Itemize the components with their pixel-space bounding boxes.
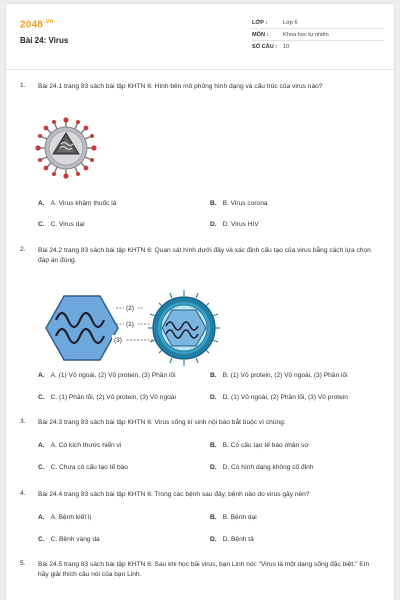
option-letter: D. [210,536,217,543]
question-4 [20,490,384,550]
option-text: C. (1) Phần lõi, (2) Vỏ protein, (3) Vỏ ngoài [50,394,176,401]
meta-row-count [252,41,384,53]
option-letter: A. [38,200,45,207]
option-c[interactable] [38,464,128,471]
question-number: 1. [20,82,26,89]
option-letter: C. [38,394,45,401]
meta-label: SỐ CÂU : [252,44,278,50]
option-d[interactable] [210,536,254,543]
option-text: B. Có cấu tạo tế bào nhân sơ [222,442,309,449]
option-letter: B. [210,200,217,207]
option-letter: C. [38,221,45,228]
option-text: D. Bệnh tả [222,536,254,543]
option-b[interactable] [210,514,257,521]
option-d[interactable] [210,221,259,228]
option-letter: B. [210,514,217,521]
option-letter: D. [210,394,217,401]
option-text: B. Bệnh dại [222,514,257,521]
option-a[interactable] [38,200,116,207]
option-letter: C. [38,536,45,543]
question-number: 3. [20,418,26,425]
question-number: 5. [20,560,26,567]
option-text: A. Có kích thước hiển vi [50,442,122,449]
option-b[interactable] [210,372,348,379]
option-c[interactable] [38,221,85,228]
option-c[interactable] [38,394,176,401]
option-text: B. (1) Vỏ protein, (2) Vỏ ngoài, (3) Phần lõi [222,372,348,379]
option-c[interactable] [38,536,100,543]
site-logo[interactable] [20,19,53,30]
option-letter: D. [210,464,217,471]
option-letter: C. [38,464,45,471]
option-letter: B. [210,442,217,449]
figure-label-2: (2) [126,305,134,312]
option-text: D. Có hình dạng không cố định [222,464,314,471]
option-a[interactable] [38,514,91,521]
question-number: 2. [20,246,26,253]
question-text: Bài 24.4 trang 83 sách bài tập KHTN 6: Trong các bệnh sau đây, bệnh nào do virus gây nên? [38,491,310,498]
option-text: B. Virus corona [222,200,268,207]
option-text: C. Bệnh vàng da [50,536,100,543]
option-text: D. Virus HIV [222,221,259,228]
worksheet-page [6,4,394,600]
header-divider [6,69,394,70]
option-a[interactable] [38,442,121,449]
option-text: D. (1) Vỏ ngoài, (2) Phần lõi, (3) Vỏ protein [222,394,348,401]
meta-row-subject [252,29,384,41]
option-b[interactable] [210,200,268,207]
question-text: Bài 24.1 trang 83 sách bài tập KHTN 6: Hình bên mô phỏng hình dạng và cấu trúc của virus nào? [38,83,323,90]
virus-structure-diagram [42,288,222,368]
question-text: Bài 24.2 trang 83 sách bài tập KHTN 6: Quan sát hình dưới đây và xác định cấu tạo của virus bằng cách lựa chọn đáp án đúng. [38,247,371,264]
question-3 [20,418,384,478]
option-b[interactable] [210,442,309,449]
option-text: C. Chưa có cấu tạo tế bào [50,464,128,471]
meta-value: Lớp 6 [283,19,298,26]
question-text: Bài 24.5 trang 83 sách bài tập KHTN 6: Sau khi học bài virus, bạn Linh nói: "Virus là một dạng sống đặc biệt." Em hãy giải thích câu nói của bạn Linh. [38,561,370,578]
option-letter: B. [210,372,217,379]
option-a[interactable] [38,372,176,379]
figure-label-1: (1) [126,321,134,328]
option-text: C. Virus dại [50,221,85,228]
meta-value: Khoa học tự nhiên [283,31,329,38]
meta-label: MÔN : [252,31,269,38]
option-letter: A. [38,372,45,379]
logo-suffix: .vn [44,19,54,25]
meta-table [252,17,384,53]
figure-label-3: (3) [114,337,122,344]
option-d[interactable] [210,464,314,471]
option-text: A. Virus khảm thuốc lá [50,200,117,207]
option-text: A. (1) Vỏ ngoài, (2) Vỏ protein, (3) Phần lõi [50,372,176,379]
logo-text: 2048 [20,19,44,31]
hiv-virus-illustration [34,116,98,180]
option-letter: D. [210,221,217,228]
worksheet-header [6,4,394,64]
meta-row-grade [252,17,384,29]
question-number: 4. [20,490,26,497]
option-d[interactable] [210,394,348,401]
option-text: A. Bệnh kiết lị [50,514,91,521]
option-letter: A. [38,442,45,449]
question-text: Bài 24.3 trang 83 sách bài tập KHTN 6: Virus sống kí sinh nội bào bắt buộc vì chúng: [38,419,286,426]
lesson-title: Bài 24: Virus [20,36,69,45]
question-5 [20,560,384,596]
option-letter: A. [38,514,45,521]
meta-label: LỚP : [252,19,268,26]
meta-value: 10 [283,44,290,50]
